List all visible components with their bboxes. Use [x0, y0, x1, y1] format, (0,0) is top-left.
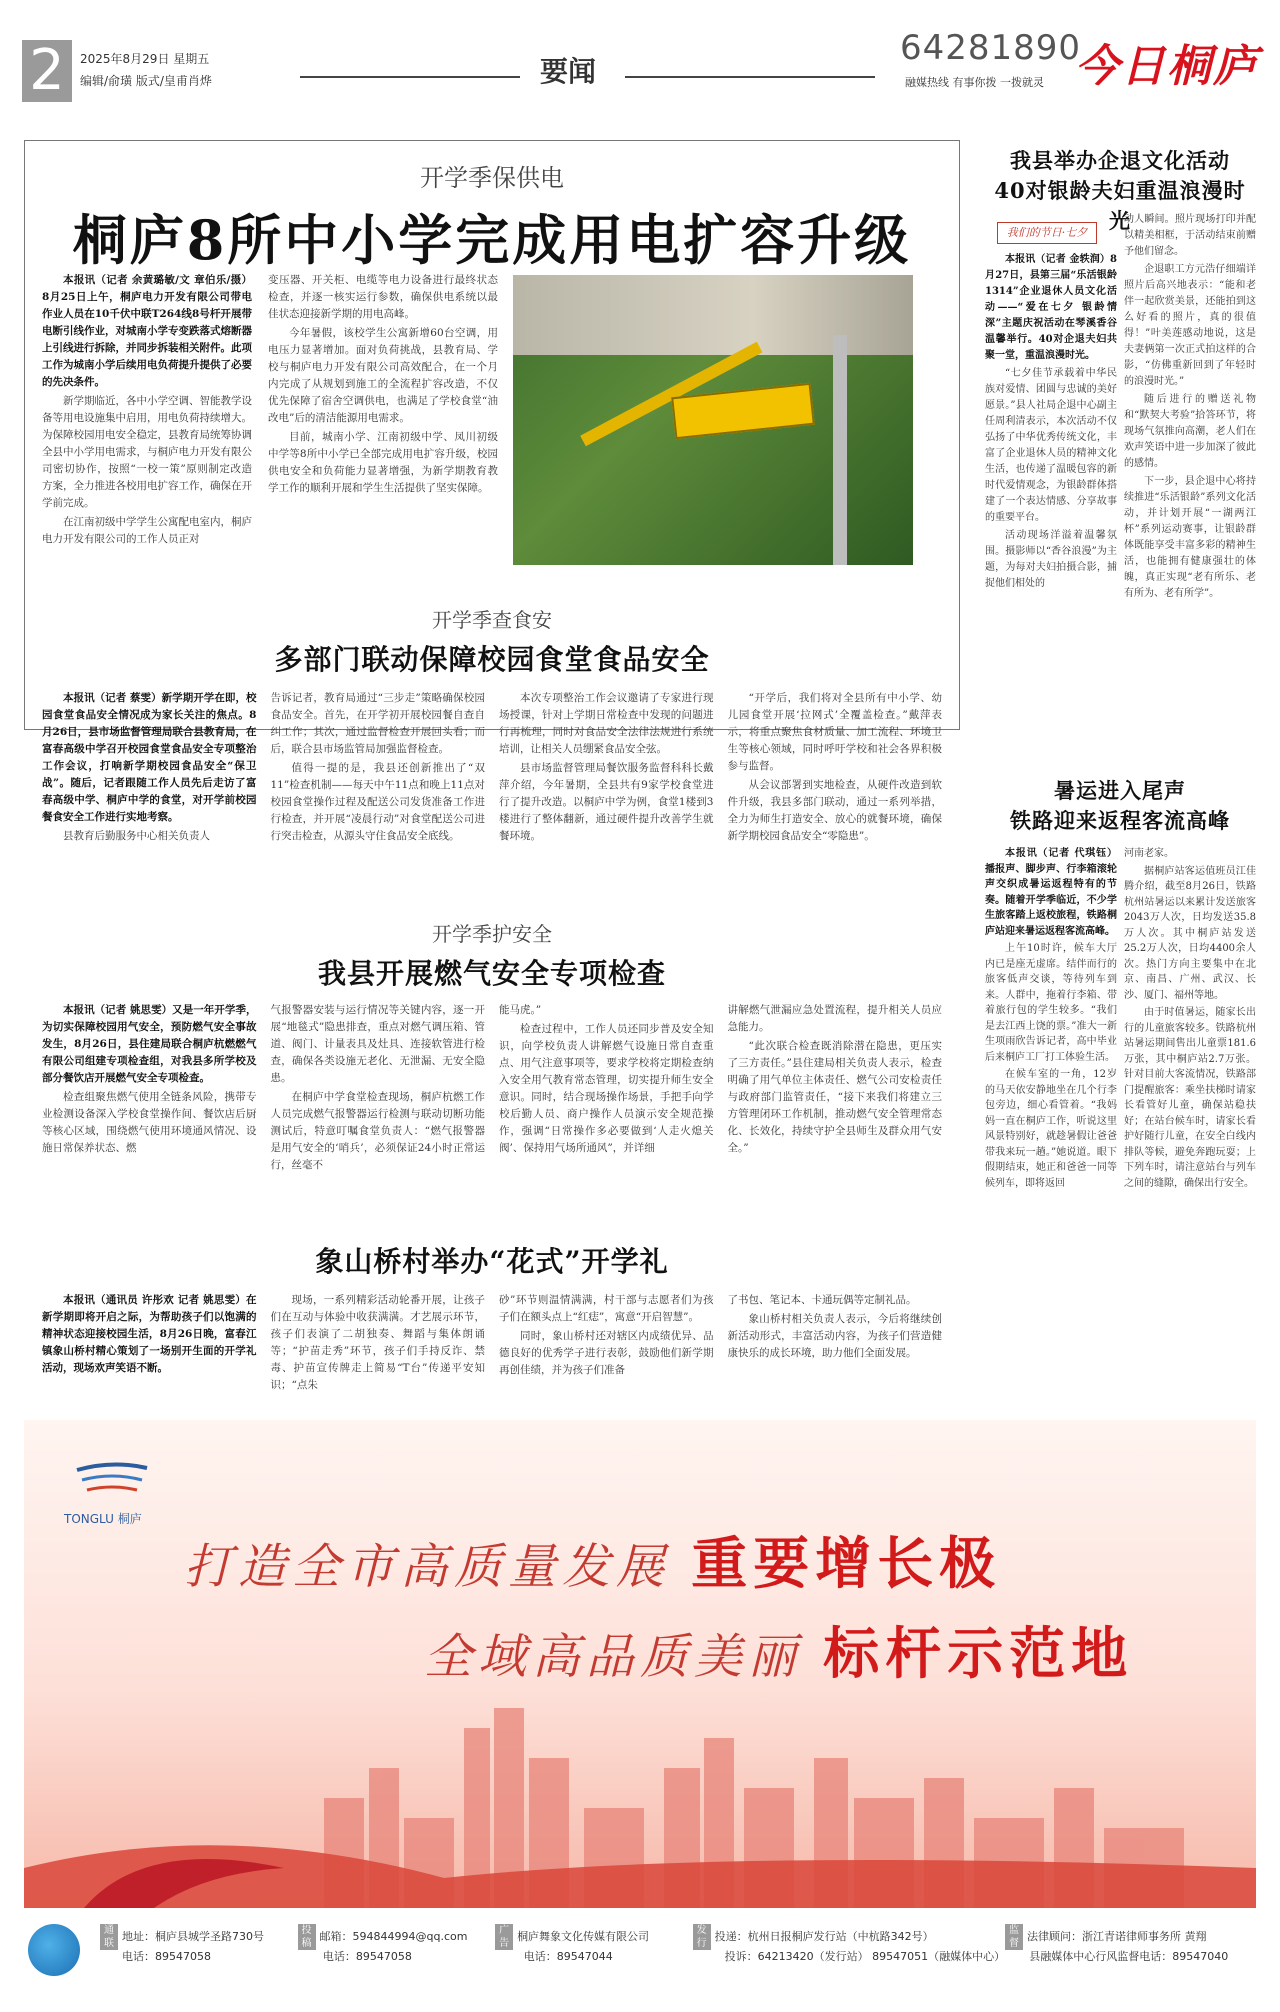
footer-cell — [999, 1924, 1254, 1950]
story1-headline: 桐庐8所中小学完成用电扩容升级 — [72, 208, 912, 272]
paragraph: “此次联合检查既消除潜在隐患，更压实了三方责任。”县住建局相关负责人表示，检查明确了用气单位主体责任、燃气公司安检责任与政府部门监管责任，“接下来我们将建立三方管理闭环工作机制，推动燃气安全管理常态化、长效化，持续守护全县师生及群众用气安全。” — [727, 1040, 942, 1154]
paragraph: 目前，城南小学、江南初级中学、凤川初级中学等8所中小学已全部完成用电扩容升级，校园供电安全和负荷能力显著增强，为新学期教育教学工作的顺利开展和学生生活提供了坚实保障。 — [268, 431, 498, 494]
sidebar1-headline-line: 40对银龄夫妇重温浪漫时光 — [994, 178, 1246, 233]
banner-slogan-line-1 — [184, 1520, 1001, 1600]
footer-info — [24, 1918, 1256, 1994]
footer-tag: 广告 — [495, 1924, 513, 1950]
paragraph: 现场，一系列精彩活动轮番开展，让孩子们在互动与体验中收获满满。才艺展示环节，孩子们表演了二胡独奏、舞蹈与集体朗诵等；“护苗走秀”环节，孩子们手持反诈、禁毒、护苗宣传牌走上简易“T台”传递平安知识；“点朱 — [270, 1294, 485, 1391]
story3-body — [42, 1002, 942, 1176]
tonglu-logo-text: TONGLU 桐庐 — [64, 1512, 142, 1526]
paragraph: 砂”环节则温情满满，村干部与志愿者们为孩子们在额头点上“红痣”，寓意“开启智慧”。 — [499, 1294, 714, 1323]
sidebar1-column-1 — [985, 252, 1117, 594]
building — [513, 275, 913, 355]
story4-column — [499, 1292, 714, 1396]
footer-cell — [697, 1948, 1006, 1964]
page-number: 2 — [22, 40, 72, 102]
story3-column — [42, 1002, 257, 1176]
footer-text: 地址：桐庐县城学圣路730号 — [122, 1930, 264, 1943]
sidebar2-headline — [985, 776, 1255, 836]
footer-tag: 通联 — [100, 1924, 118, 1950]
editors-credit: 编辑/俞璜 版式/皇甫肖烨 — [80, 74, 212, 88]
footer-cell — [292, 1924, 490, 1950]
paragraph: 同时，象山桥村还对辖区内成绩优异、品德良好的优秀学子进行表彰，鼓励他们新学期再创佳绩，并为孩子们准备 — [499, 1330, 714, 1376]
bucket-truck-platform — [671, 383, 815, 439]
sidebar1-headline-line: 我县举办企退文化活动 — [1010, 148, 1230, 173]
footer-text: 电话：89547058 — [122, 1950, 211, 1963]
paragraph: 变压器、开关柜、电缆等电力设备进行最终状态检查，并逐一核实运行参数，确保供电系统以最佳状态迎接新学期的用电高峰。 — [268, 274, 498, 320]
media-center-logo-icon — [28, 1924, 80, 1976]
paragraph: 在江南初级中学学生公寓配电室内，桐庐电力开发有限公司的工作人员正对 — [42, 516, 252, 545]
hotline-slogan: 融媒热线 有事你拨 一拨就灵 — [905, 76, 1044, 89]
paragraph: 在候车室的一角，12岁的马天依安静地坐在几个行李包旁边，细心看管着。“我妈妈一直在桐庐工作，听说这里风景特别好，就趁暑假让爸爸带我来玩一趟。”她说道。眼下假期结束，她正和爸爸一同等候列车，即将返回 — [985, 1069, 1117, 1189]
paragraph: 县市场监督管理局餐饮服务监督科科长戴萍介绍，今年暑期，全县共有9家学校食堂进行了提升改造。以桐庐中学为例，食堂1楼到3楼进行了整体翻新，通过硬件提升改善学生就餐环境。 — [499, 762, 714, 842]
story2-column — [728, 690, 943, 847]
issue-date: 2025年8月29日 星期五 — [80, 52, 210, 66]
paragraph: “七夕佳节承载着中华民族对爱情、团圆与忠诚的美好愿景。”县人社局企退中心副主任周利清表示，本次活动不仅弘扬了中华优秀传统文化，丰富了企业退休人员的精神文化生活，也传递了温暖包容的新时代爱情观念，为银龄群体搭建了一个表达情感、分享故事的重要平台。 — [985, 368, 1117, 523]
footer-text: 投诉：64213420（发行站） 89547051（融媒体中心） — [724, 1950, 1006, 1963]
paragraph: 告诉记者，教育局通过“三步走”策略确保校园食品安全。首先，在开学初开展校园餐自查自纠工作；其次，通过监督检查开展回头看；而后，联合县市场监管局加强监督检查。 — [270, 692, 485, 755]
story3-column — [728, 1002, 943, 1176]
story4-column — [271, 1292, 486, 1396]
paragraph: 本报讯（记者 余黄璐敏/文 章伯乐/摄）8月25日上午，桐庐电力开发有限公司带电作业人员在10千伏中联T264线8号杆开展带电断引线作业，对城南小学专变跌落式熔断器上引线进行拆除，并同步拆装相关附件。此项工作为城南小学后续用电负荷提升提供了必要的先决条件。 — [42, 274, 252, 388]
footer-row — [94, 1924, 1254, 1950]
footer-text: 电话：89547058 — [322, 1950, 412, 1963]
paragraph: 活动现场洋溢着温馨氛围。摄影师以“香谷浪漫”为主题，为每对夫妇拍摄合影，捕捉他们相处的 — [985, 530, 1117, 589]
qixi-festival-stamp: 我们的节日·七夕 — [997, 222, 1097, 244]
footer-cell — [295, 1948, 496, 1964]
power-work-photo — [513, 275, 913, 565]
story4-column — [42, 1292, 257, 1396]
paragraph: 本报讯（记者 代琪钰）播报声、脚步声、行李箱滚轮声交织成暑运返程特有的节奏。随着开学季临近，不少学生旅客踏上返校旅程，铁路桐庐站迎来暑运返程客流高峰。 — [985, 848, 1117, 937]
story1-kicker: 开学季保供电 — [420, 164, 564, 192]
sidebar2-headline-line: 铁路迎来返程客流高峰 — [1010, 808, 1230, 833]
paragraph: 新学期临近，各中小学空调、智能教学设备等用电设施集中启用，用电负荷持续增大。为保障校园用电安全稳定，县教育局统筹协调全县中小学用电需求，与桐庐电力开发有限公司密切协作，按照“一校一策”原则制定改造方案，全力推进各校用电扩容工作，确保在开学前完成。 — [42, 395, 252, 509]
footer-cell — [1001, 1948, 1254, 1964]
footer-cell — [489, 1924, 687, 1950]
banner-slogan-emphasis: 标杆示范地 — [823, 1621, 1134, 1687]
paragraph: 在桐庐中学食堂检查现场，桐庐杭燃工作人员完成燃气报警器运行检测与联动切断功能测试后，特意叮嘱食堂负责人：“燃气报警器是用气安全的‘哨兵’，必须保证24小时正常运行，丝毫不 — [270, 1091, 485, 1171]
paragraph: 本报讯（记者 金轶润）8月27日，县第三届“乐活银龄1314”企业退休人员文化活动——“爱在七夕 银龄情深”主题庆祝活动在琴溪香谷温馨举行。40对企退夫妇共聚一堂，重温浪漫时光。 — [985, 254, 1117, 361]
hotline-number: 64281890 — [900, 28, 1082, 68]
story2-column — [271, 690, 486, 847]
story3-column — [271, 1002, 486, 1176]
paragraph: 从会议部署到实地检查，从硬件改造到软件升级，我县多部门联动，通过一系列举措，全力为师生打造安全、放心的就餐环境，确保新学期校园食品安全“零隐患”。 — [727, 779, 942, 842]
sidebar2-column-1 — [985, 846, 1117, 1193]
promo-banner — [24, 1420, 1256, 1908]
header-rule-right — [625, 76, 875, 78]
footer-text: 桐庐舞象文化传媒有限公司 — [517, 1930, 650, 1943]
footer-text: 县融媒体中心行风监督电话：89547040 — [1029, 1950, 1229, 1963]
paragraph: 本报讯（通讯员 许彤欢 记者 姚思雯）在新学期即将开启之际，为帮助孩子们以饱满的精神状态迎接校园生活，8月26日晚，富春江镇象山桥村精心策划了一场别开生面的开学礼活动，现场欢声笑语不断。 — [42, 1294, 257, 1374]
footer-text: 邮箱：594844994@qq.com — [319, 1930, 468, 1943]
paragraph: 本报讯（记者 姚思雯）又是一年开学季，为切实保障校园用气安全，预防燃气安全事故发生，8月26日，县住建局联合桐庐杭燃燃气有限公司组建专项检查组，对我县多所学校及部分餐饮店开展燃气安全专项检查。 — [42, 1004, 257, 1084]
story2-column — [499, 690, 714, 847]
sidebar1-column-2 — [1124, 212, 1256, 604]
footer-text: 投递：杭州日报桐庐发行站（中杭路342号） — [714, 1930, 934, 1943]
story3-column — [499, 1002, 714, 1176]
paragraph: 能马虎。” — [499, 1004, 542, 1016]
paragraph: 河南老家。 — [1124, 848, 1174, 859]
story4-column — [728, 1292, 943, 1396]
story1-column-1 — [42, 272, 252, 550]
paragraph: 讲解燃气泄漏应急处置流程，提升相关人员应急能力。 — [727, 1004, 942, 1033]
tonglu-logo-icon — [72, 1460, 152, 1500]
paragraph: 动人瞬间。照片现场打印并配以精美相框，于活动结束前赠予他们留念。 — [1124, 214, 1256, 257]
footer-tag: 投稿 — [298, 1924, 316, 1950]
banner-slogan-text: 全域高品质美丽 — [424, 1629, 803, 1685]
paragraph: 上午10时许，候车大厅内已是座无虚席。结伴而行的旅客低声交谈，等待列车到来。人群中，拖着行李箱、带着旅行包的学生较多。“我们是去江西上饶的票。”准大一新生项雨欣告诉记者，高中毕业后来桐庐工厂打工体验生活。 — [985, 943, 1117, 1063]
story1-column-2 — [268, 272, 498, 499]
paragraph: 下一步，县企退中心将持续推进“乐活银龄”系列文化活动，并计划开展“一湖两江杯”系列运动赛事，让银龄群体既能享受丰富多彩的精神生活，也能拥有健康强壮的体魄，真正实现“老有所乐、老有所为、老有所学”。 — [1124, 476, 1256, 599]
paragraph: 县教育后勤服务中心相关负责人 — [63, 830, 210, 842]
story3-kicker: 开学季护安全 — [432, 922, 552, 946]
paragraph: 由于时值暑运，随家长出行的儿童旅客较多。铁路杭州站暑运期间售出儿童票181.6万张，其中桐庐站2.7万张。针对目前大客流情况，铁路部门提醒旅客：乘坐扶梯时请家长看管好儿童，确保站稳扶好；在站台候车时，请家长看护好随行儿童，在安全白线内排队等候，避免奔跑玩耍；上下列车时，请注意站台与列车之间的缝隙，确保出行安全。 — [1124, 1007, 1256, 1189]
header-rule-left — [300, 76, 520, 78]
paragraph: 检查组聚焦燃气使用全链条风险，携带专业检测设备深入学校食堂操作间、餐饮店后厨等核心区域，围绕燃气使用环境通风情况、设施日常保养状态、燃 — [42, 1091, 257, 1154]
footer-cell — [496, 1948, 697, 1964]
paragraph: “开学后，我们将对全县所有中小学、幼儿园食堂开展‘拉网式’全覆盖检查。”戴萍表示，将重点聚焦食材质量、加工流程、环境卫生等核心领域，同时呼吁学校和社会各界积极参与监督。 — [727, 692, 942, 772]
footer-cell — [687, 1924, 999, 1950]
footer-tag: 监督 — [1005, 1924, 1023, 1950]
masthead-logo: 今日桐庐 — [1075, 41, 1259, 92]
story2-headline: 多部门联动保障校园食堂食品安全 — [274, 643, 710, 676]
paragraph: 了书包、笔记本、卡通玩偶等定制礼品。 — [727, 1294, 917, 1306]
paragraph: 象山桥村相关负责人表示，今后将继续创新活动形式，丰富活动内容，为孩子们营造健康快乐的成长环境，助力他们全面发展。 — [727, 1313, 942, 1359]
footer-row — [94, 1948, 1254, 1964]
paragraph: 气报警器安装与运行情况等关键内容，逐一开展“地毯式”隐患排查，重点对燃气调压箱、管道、阀门、计量表具及灶具、连接软管进行检查，确保各类设施无老化、无泄漏、无安全隐患。 — [270, 1004, 485, 1084]
paragraph: 随后进行的赠送礼物和“默契大考验”拾答环节，将现场气氛推向高潮，老人们在欢声笑语中进一步加深了彼此的感情。 — [1124, 394, 1256, 469]
paragraph: 据桐庐站客运值班员江佳腾介绍，截至8月26日，铁路杭州站暑运以来累计发送旅客2043万人次，日均发送35.8万人次。其中桐庐站发送25.2万人次，日均4400余人次。热门方向主要集中在北京、南昌、广州、武汉、长沙、厦门、福州等地。 — [1124, 865, 1256, 1001]
footer-text: 电话：89547044 — [523, 1950, 613, 1963]
sidebar2-headline-line: 暑运进入尾声 — [1054, 778, 1186, 803]
story4-headline: 象山桥村举办“花式”开学礼 — [315, 1245, 669, 1278]
banner-slogan-emphasis: 重要增长极 — [691, 1531, 1002, 1597]
story2-column — [42, 690, 257, 847]
paragraph: 本报讯（记者 蔡雯）新学期开学在即，校园食堂食品安全情况成为家长关注的焦点。8月26日，县市场监督管理局联合县教育局，在富春高级中学召开校园食堂食品安全专项整治工作会议，打响新学期校园食品安全“保卫战”。随后，记者跟随工作人员先后走访了富春高级中学、桐庐中学的食堂，对开学前校园餐食安全工作进行实地考察。 — [42, 692, 257, 823]
utility-pole — [833, 335, 847, 565]
story2-body — [42, 690, 942, 847]
paragraph: 今年暑假，该校学生公寓新增60台空调，用电压力显著增加。面对负荷挑战，县教育局、学校与桐庐电力开发有限公司高效配合，在一个月内完成了从规划到施工的全流程扩容改造，不仅优先保障了宿舍空调供电，也满足了学校食堂“油改电”后的清洁能源用电需求。 — [268, 327, 498, 424]
sidebar2-column-2 — [1124, 846, 1256, 1193]
banner-slogan-text: 打造全市高质量发展 — [184, 1539, 671, 1595]
paragraph: 本次专项整治工作会议邀请了专家进行现场授课，针对上学期日常检查中发现的问题进行再梳理，同时对食品安全法律法规进行系统培训，让相关人员绷紧食品安全弦。 — [499, 692, 714, 755]
story4-body — [42, 1292, 942, 1396]
paragraph: 企退职工方元浩仔细端详照片后高兴地表示：“能和老伴一起欣赏美景，还能拍到这么好看的照片，真的很值得！”叶美莲感动地说，这是夫妻俩第一次正式拍这样的合影，“仿佛重新回到了年轻时的浪漫时光。” — [1124, 264, 1256, 387]
city-skyline-illustration — [24, 1668, 1256, 1908]
story2-kicker: 开学季查食安 — [432, 608, 552, 632]
footer-text: 法律顾问：浙江青诺律师事务所 黄翔 — [1027, 1930, 1207, 1943]
paragraph: 检查过程中，工作人员还同步普及安全知识，向学校负责人讲解燃气设施日常自查重点、用气注意事项等，要求学校将定期检查纳入安全用气教育常态管理，切实提升师生安全意识。同时，结合现场操作场景，手把手向学校后勤人员、商户操作人员演示安全规范操作，强调“日常操作多必要做到‘人走火熄关阀’、保持用气场所通风”，并详细 — [499, 1023, 714, 1154]
footer-cell — [94, 1948, 295, 1964]
footer-tag: 发行 — [693, 1924, 711, 1950]
story3-headline: 我县开展燃气安全专项检查 — [317, 957, 666, 990]
paragraph: 值得一提的是，我县还创新推出了“双11”检查机制——每天中午11点和晚上11点对校园食堂操作过程及配送公司发货准备工作进行检查，并开展“凌晨行动”对食堂配送公司进行突击检查，从源头守住食品安全底线。 — [270, 762, 485, 842]
section-title: 要闻 — [540, 55, 597, 88]
footer-cell — [94, 1924, 292, 1950]
